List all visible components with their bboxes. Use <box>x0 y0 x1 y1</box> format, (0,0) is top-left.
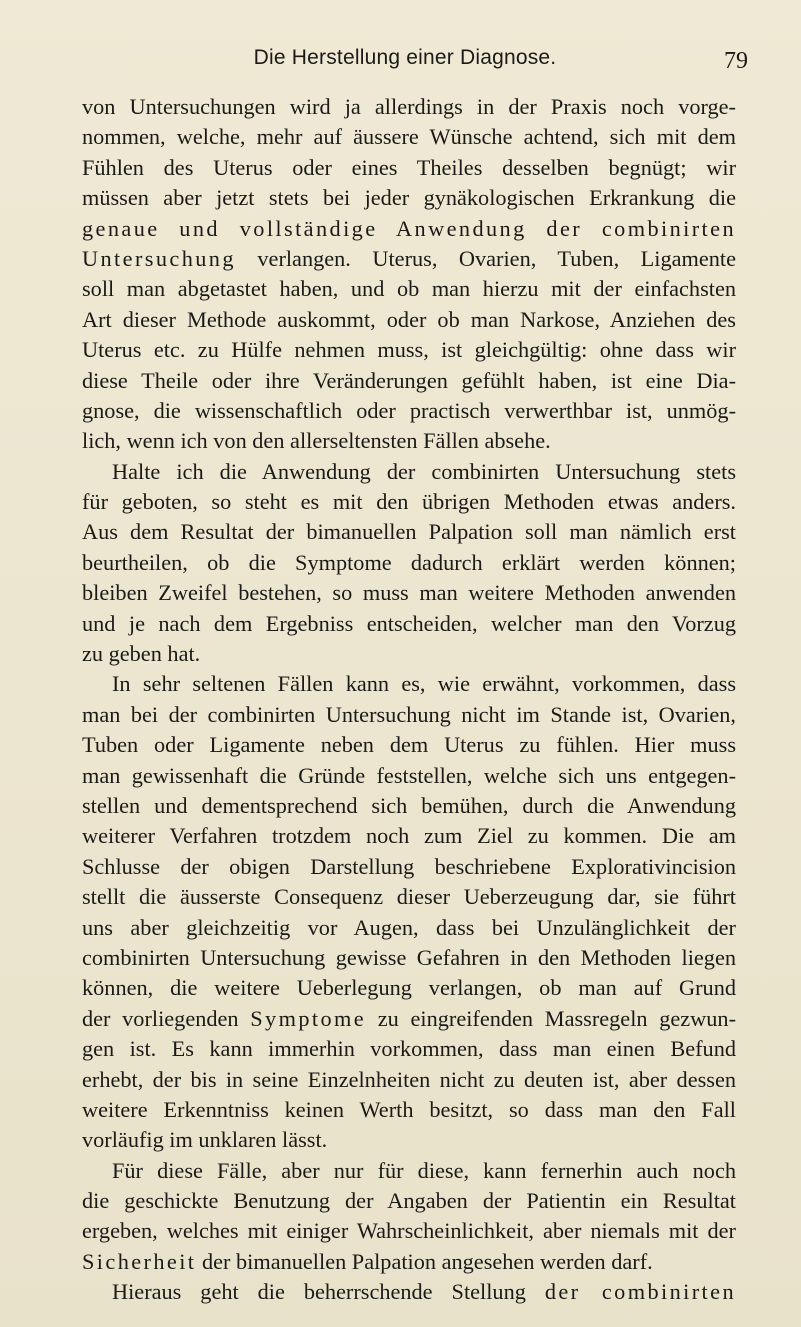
page-number: 79 <box>724 48 748 74</box>
body-text <box>82 92 736 1308</box>
text-line: Aus dem Resultat der bimanuellen Palpation soll man nämlich erst <box>82 519 736 545</box>
paragraph-start-line: Halte ich die Anwendung der combinirten Untersuchung stets <box>112 458 736 484</box>
text-line: Uterus etc. zu Hülfe nehmen muss, ist gleichgültig: ohne dass wir <box>82 337 736 363</box>
text-line: Schlusse der obigen Darstellung beschriebene Explorativincision <box>82 853 736 879</box>
text-line: Untersuchung verlangen. Uterus, Ovarien, Tuben, Ligamente <box>82 245 736 271</box>
text-line: man gewissenhaft die Gründe feststellen, welche sich uns entgegen- <box>82 762 736 788</box>
text-line: man bei der combinirten Untersuchung nicht im Stande ist, Ovarien, <box>82 701 736 727</box>
text-line: combinirten Untersuchung gewisse Gefahren in den Methoden liegen <box>82 944 736 970</box>
spaced-emphasis: Untersuchung <box>82 245 236 271</box>
text-line: Fühlen des Uterus oder eines Theiles desselben begnügt; wir <box>82 154 736 180</box>
text-line: uns aber gleichzeitig vor Augen, dass bei Unzulänglichkeit der <box>82 914 736 940</box>
text-line: vorläufig im unklaren lässt. <box>82 1127 328 1153</box>
paragraph-start-line: Für diese Fälle, aber nur für diese, kann fernerhin auch noch <box>112 1157 736 1183</box>
text-line: müssen aber jetzt stets bei jeder gynäkologischen Erkrankung die <box>82 185 736 211</box>
spaced-emphasis: Sicherheit <box>82 1248 197 1274</box>
text-line: stellt die äusserste Consequenz dieser Ueberzeugung dar, sie führt <box>82 884 736 910</box>
spaced-emphasis: der combinirten <box>544 1279 736 1305</box>
text-line: gen ist. Es kann immerhin vorkommen, dass man einen Befund <box>82 1036 736 1062</box>
text-line: erhebt, der bis in seine Einzelnheiten nicht zu deuten ist, aber dessen <box>82 1066 736 1092</box>
text-line: diese Theile oder ihre Veränderungen gefühlt haben, ist eine Dia- <box>82 367 736 393</box>
text-line: Art dieser Methode auskommt, oder ob man Narkose, Anziehen des <box>82 306 736 332</box>
text-line: können, die weitere Ueberlegung verlangen, ob man auf Grund <box>82 975 736 1001</box>
text-line: lich, wenn ich von den allerseltensten Fällen absehe. <box>82 428 551 454</box>
text-line: Sicherheit der bimanuellen Palpation angesehen werden darf. <box>82 1248 653 1274</box>
spaced-emphasis: Symptome <box>250 1005 367 1031</box>
text-line: der vorliegenden Symptome zu eingreifenden Massregeln gezwun- <box>82 1005 736 1031</box>
text-line: weiterer Verfahren trotzdem noch zum Ziel zu kommen. Die am <box>82 823 736 849</box>
text-line: zu geben hat. <box>82 641 201 667</box>
text-line: soll man abgetastet haben, und ob man hierzu mit der einfachsten <box>82 276 736 302</box>
text-line: von Untersuchungen wird ja allerdings in der Praxis noch vorge- <box>82 94 736 119</box>
text-line: die geschickte Benutzung der Angaben der Patientin ein Resultat <box>82 1188 736 1214</box>
text-line: und je nach dem Ergebniss entscheiden, welcher man den Vorzug <box>82 610 736 636</box>
running-header <box>62 46 748 78</box>
text-line: für geboten, so steht es mit den übrigen Methoden etwas anders. <box>82 489 736 515</box>
text-line: stellen und dementsprechend sich bemühen, durch die Anwendung <box>82 792 736 818</box>
text-line: bleiben Zweifel bestehen, so muss man weitere Methoden anwenden <box>82 580 736 606</box>
running-header-title: Die Herstellung einer Diagnose. <box>253 46 557 69</box>
paragraph-start-line: In sehr seltenen Fällen kann es, wie erwähnt, vorkommen, dass <box>112 671 736 697</box>
text-line: beurtheilen, ob die Symptome dadurch erklärt werden können; <box>82 549 736 575</box>
text-line: gnose, die wissenschaftlich oder practisch verwerthbar ist, unmög- <box>82 397 736 423</box>
paragraph-start-line: Hieraus geht die beherrschende Stellung der combinirten <box>112 1279 736 1305</box>
text-line: Tuben oder Ligamente neben dem Uterus zu fühlen. Hier muss <box>82 732 736 758</box>
spaced-emphasis: genaue und vollständige Anwendung der combinirten <box>82 215 736 241</box>
text-line: weitere Erkenntniss keinen Werth besitzt, so dass man den Fall <box>82 1096 736 1122</box>
text-line <box>82 214 736 244</box>
text-line: ergeben, welches mit einiger Wahrscheinlichkeit, aber niemals mit der <box>82 1218 736 1244</box>
text-line: nommen, welche, mehr auf äussere Wünsche achtend, sich mit dem <box>82 124 736 150</box>
